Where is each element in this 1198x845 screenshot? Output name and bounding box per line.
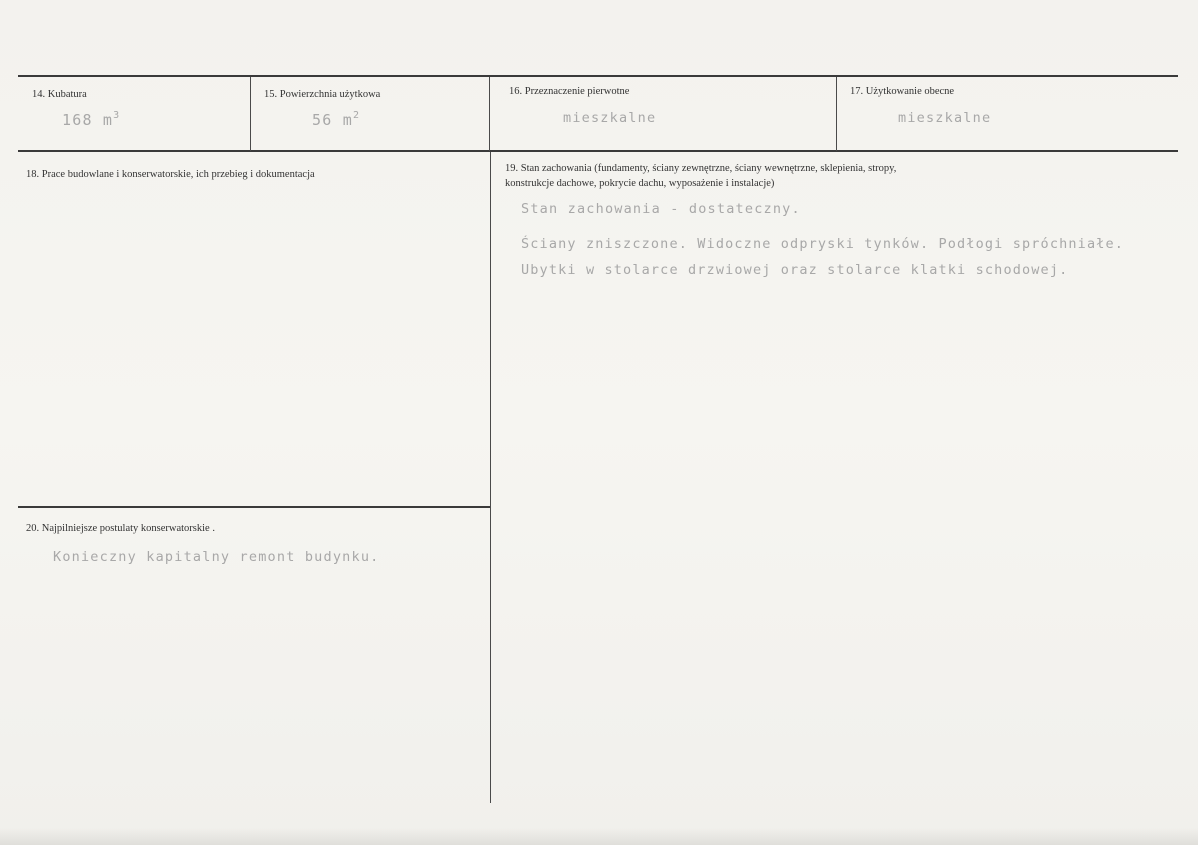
main-column-divider: [490, 152, 491, 803]
field-14-exponent: 3: [113, 110, 121, 121]
header-row-rule: [18, 150, 1178, 152]
field-19-line3: Ubytki w stolarce drzwiowej oraz stolarce klatki schodowej.: [521, 262, 1069, 278]
field-20-label: 20. Najpilniejsze postulaty konserwatorskie .: [26, 523, 215, 534]
field-19-label-line1: 19. Stan zachowania (fundamenty, ściany zewnętrzne, ściany wewnętrzne, sklepienia, stropy,: [505, 163, 897, 174]
field-16-value: mieszkalne: [563, 110, 657, 126]
field-15-value-text: 56 m: [312, 111, 353, 129]
top-rule: [18, 75, 1178, 77]
field-14-label: 14. Kubatura: [32, 89, 87, 100]
field-15-value: [312, 110, 360, 129]
field-14-value-text: 168 m: [62, 111, 114, 129]
field-17-value: mieszkalne: [898, 110, 992, 126]
field-14-value: [62, 110, 120, 129]
divider-14-15: [250, 77, 251, 151]
field-19-line2: Ściany zniszczone. Widoczne odpryski tynków. Podłogi spróchniałe.: [521, 236, 1125, 252]
divider-15-16: [489, 77, 490, 151]
field-16-label: 16. Przeznaczenie pierwotne: [509, 86, 630, 97]
card-bottom-edge: [0, 828, 1198, 845]
field-19-line1: Stan zachowania - dostateczny.: [521, 201, 801, 217]
field-17-label: 17. Użytkowanie obecne: [850, 86, 955, 97]
field-20-value: Konieczny kapitalny remont budynku.: [53, 549, 380, 565]
divider-16-17: [836, 77, 837, 151]
section-18-20-rule: [18, 506, 490, 508]
field-18-label: 18. Prace budowlane i konserwatorskie, ich przebieg i dokumentacja: [26, 169, 315, 180]
field-15-label: 15. Powierzchnia użytkowa: [264, 89, 381, 100]
field-15-exponent: 2: [352, 110, 361, 121]
field-19-label-line2: konstrukcje dachowe, pokrycie dachu, wyposażenie i instalacje): [505, 178, 775, 189]
